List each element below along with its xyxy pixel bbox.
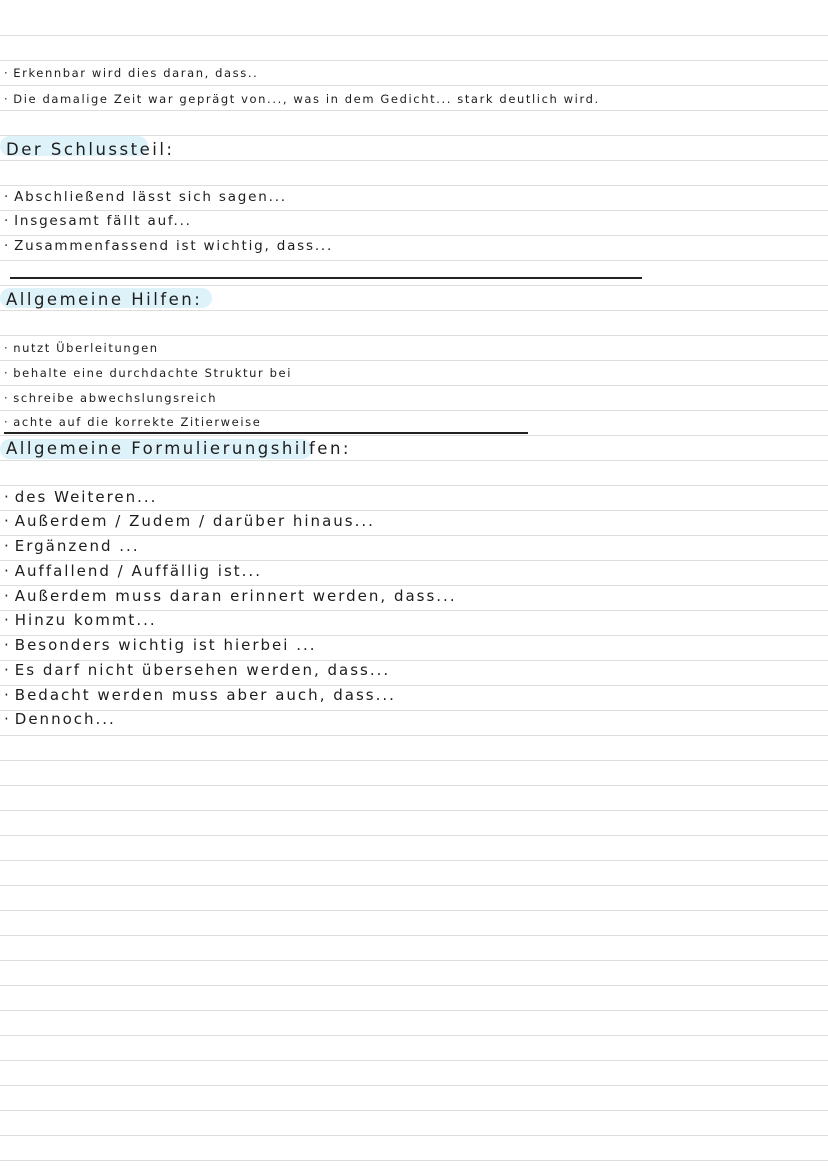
bullet: · xyxy=(4,512,11,530)
list-item: · Zusammenfassend ist wichtig, dass... xyxy=(4,238,334,254)
bullet: · xyxy=(4,391,10,405)
list-item: · Insgesamt fällt auf... xyxy=(4,213,192,229)
list-item: · Außerdem muss daran erinnert werden, dass... xyxy=(4,587,457,605)
list-item: · schreibe abwechslungsreich xyxy=(4,391,218,405)
heading-formulierungshilfen: Allgemeine Formulierungshilfen: xyxy=(6,439,351,458)
bullet: · xyxy=(4,189,11,205)
bullet: · xyxy=(4,66,10,80)
bullet: · xyxy=(4,710,11,728)
divider-line xyxy=(4,432,528,434)
list-item: · des Weiteren... xyxy=(4,488,158,506)
bullet: · xyxy=(4,366,10,380)
list-item: · Abschließend lässt sich sagen... xyxy=(4,189,287,205)
bullet: · xyxy=(4,686,11,704)
bullet: · xyxy=(4,636,11,654)
intro-line-1: · Erkennbar wird dies daran, dass.. xyxy=(4,66,259,80)
list-item: · achte auf die korrekte Zitierweise xyxy=(4,415,262,429)
bullet: · xyxy=(4,537,11,555)
bullet: · xyxy=(4,341,10,355)
list-item: · behalte eine durchdachte Struktur bei xyxy=(4,366,293,380)
bullet: · xyxy=(4,92,10,106)
bullet: · xyxy=(4,587,11,605)
list-item: · Bedacht werden muss aber auch, dass... xyxy=(4,686,396,704)
list-item: · Hinzu kommt... xyxy=(4,611,157,629)
bullet: · xyxy=(4,488,11,506)
list-item: · Auffallend / Auffällig ist... xyxy=(4,562,262,580)
bullet: · xyxy=(4,213,11,229)
list-item: · Besonders wichtig ist hierbei ... xyxy=(4,636,317,654)
intro-line-2: · Die damalige Zeit war geprägt von..., was in dem Gedicht... stark deutlich wird. xyxy=(4,92,600,106)
list-item: · Außerdem / Zudem / darüber hinaus... xyxy=(4,512,375,530)
list-item: · Ergänzend ... xyxy=(4,537,140,555)
bullet: · xyxy=(4,611,11,629)
heading-allgemeine-hilfen: Allgemeine Hilfen: xyxy=(6,290,203,309)
bullet: · xyxy=(4,661,11,679)
list-item: · Dennoch... xyxy=(4,710,116,728)
list-item: · nutzt Überleitungen xyxy=(4,341,159,355)
divider-line xyxy=(10,277,642,279)
bullet: · xyxy=(4,415,10,429)
bullet: · xyxy=(4,562,11,580)
bullet: · xyxy=(4,238,11,254)
list-item: · Es darf nicht übersehen werden, dass... xyxy=(4,661,391,679)
heading-schlussteil: Der Schlussteil: xyxy=(6,140,175,159)
